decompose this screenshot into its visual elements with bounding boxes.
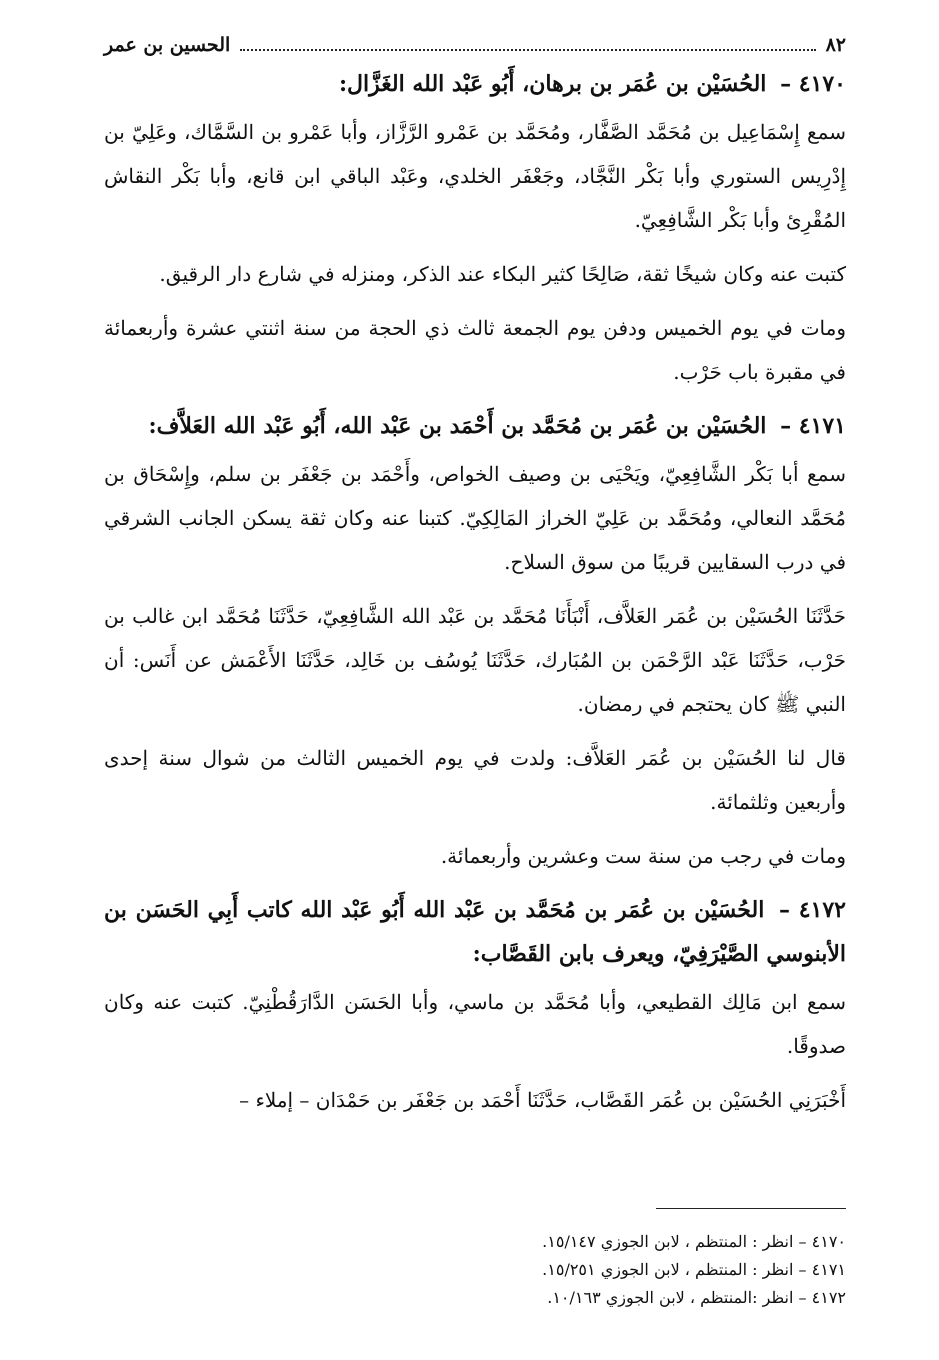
entry-number: ٤١٧١ – — [780, 413, 846, 439]
entry-heading: الحُسَيْن بن عُمَر بن مُحَمَّد بن أَحْمَد بن عَبْد الله، أَبُو عَبْد الله العَلاَّف: — [148, 413, 767, 439]
entry-paragraph: ومات في رجب من سنة ست وعشرين وأربعمائة. — [440, 844, 846, 868]
footnote-item: ٤١٧٠ – انظر : المنتظم ، لابن الجوزي ١٥/١٤٧. — [542, 1232, 846, 1251]
entry-paragraph: سمع ابن مَالِك القطيعي، وأبا مُحَمَّد بن ماسي، وأبا الحَسَن الدَّارَقُطْنِيّ. كتبت عنه وكان صدوقًا. — [104, 990, 846, 1058]
entry-4170 — [104, 62, 846, 394]
entry-paragraph: قال لنا الحُسَيْن بن عُمَر العَلاَّف: ولدت في يوم الخميس الثالث من شوال سنة إحدى وأربعين وثلثمائة. — [104, 746, 846, 814]
entry-heading: الحُسَيْن بن عُمَر بن مُحَمَّد بن عَبْد الله أَبُو عَبْد الله كاتب أَبِي الحَسَن بن الأبنوسي الصَّيْرَفِيّ، ويعرف بابن القَصَّاب: — [104, 897, 846, 967]
entry-paragraph: كتبت عنه وكان شيخًا ثقة، صَالِحًا كثير البكاء عند الذكر، ومنزله في شارع دار الرقيق. — [159, 262, 846, 286]
running-header — [104, 30, 846, 60]
entry-paragraph: سمع إِسْمَاعِيل بن مُحَمَّد الصَّفَّار، ومُحَمَّد بن عَمْرو الرَّزَّاز، وأبا عَمْرو بن السَّمَّاك، وعَلِيّ بن إِدْرِيس الستوري وأبا بَكْر النَّجَّاد، وجَعْفَر الخلدي، وعَبْد الباقي ابن قانع، وأبا بَكْر النقاش المُقْرِئ وأبا بَكْر الشَّافِعِيّ. — [104, 120, 846, 232]
entry-title — [104, 62, 846, 106]
page-body — [104, 30, 846, 1132]
entry-heading: الحُسَيْن بن عُمَر بن برهان، أَبُو عَبْد الله الغَزَّال: — [338, 71, 767, 97]
header-dot-leader — [240, 48, 815, 51]
entry-4172 — [104, 888, 846, 1122]
entry-number: ٤١٧٠ – — [780, 71, 846, 97]
entry-paragraph: أَخْبَرَنِي الحُسَيْن بن عُمَر القَصَّاب، حَدَّثَنَا أَحْمَد بن جَعْفَر بن حَمْدَان – إملاء – — [239, 1088, 846, 1112]
page-number: ٨٢ — [825, 34, 846, 56]
entry-number: ٤١٧٢ – — [779, 897, 846, 923]
entry-4171 — [104, 404, 846, 878]
running-title: الحسين بن عمر — [104, 34, 231, 56]
entry-title — [104, 404, 846, 448]
entry-paragraph: حَدَّثَنَا الحُسَيْن بن عُمَر العَلاَّف، أَنْبَأَنَا مُحَمَّد بن عَبْد الله الشَّافِعِيّ، حَدَّثَنَا مُحَمَّد ابن غالب بن حَرْب، حَدَّثَنَا عَبْد الرَّحْمَن بن المُبَارك، حَدَّثَنَا يُوسُف بن خَالِد، حَدَّثَنَا الأَعْمَش عن أَنَس: أن النبي ﷺ كان يحتجم في رمضان. — [104, 604, 846, 716]
entry-paragraph: ومات في يوم الخميس ودفن يوم الجمعة ثالث ذي الحجة من سنة اثنتي عشرة وأربعمائة في مقبرة باب حَرْب. — [104, 316, 846, 384]
footnotes — [104, 1228, 846, 1312]
footnote-item: ٤١٧٢ – انظر :المنتظم ، لابن الجوزي ١٠/١٦٣. — [547, 1288, 846, 1307]
footnote-item: ٤١٧١ – انظر : المنتظم ، لابن الجوزي ١٥/٢٥١. — [542, 1260, 846, 1279]
entry-paragraph: سمع أبا بَكْر الشَّافِعِيّ، ويَحْيَى بن وصيف الخواص، وأَحْمَد بن جَعْفَر بن سلم، وإِسْحَاق بن مُحَمَّد النعالي، ومُحَمَّد بن عَلِيّ الخراز المَالِكِيّ. كتبنا عنه وكان ثقة يسكن الجانب الشرقي في درب السقايين قريبًا من سوق السلاح. — [104, 462, 846, 574]
footnote-rule-line — [656, 1208, 846, 1209]
entry-title — [104, 888, 846, 976]
